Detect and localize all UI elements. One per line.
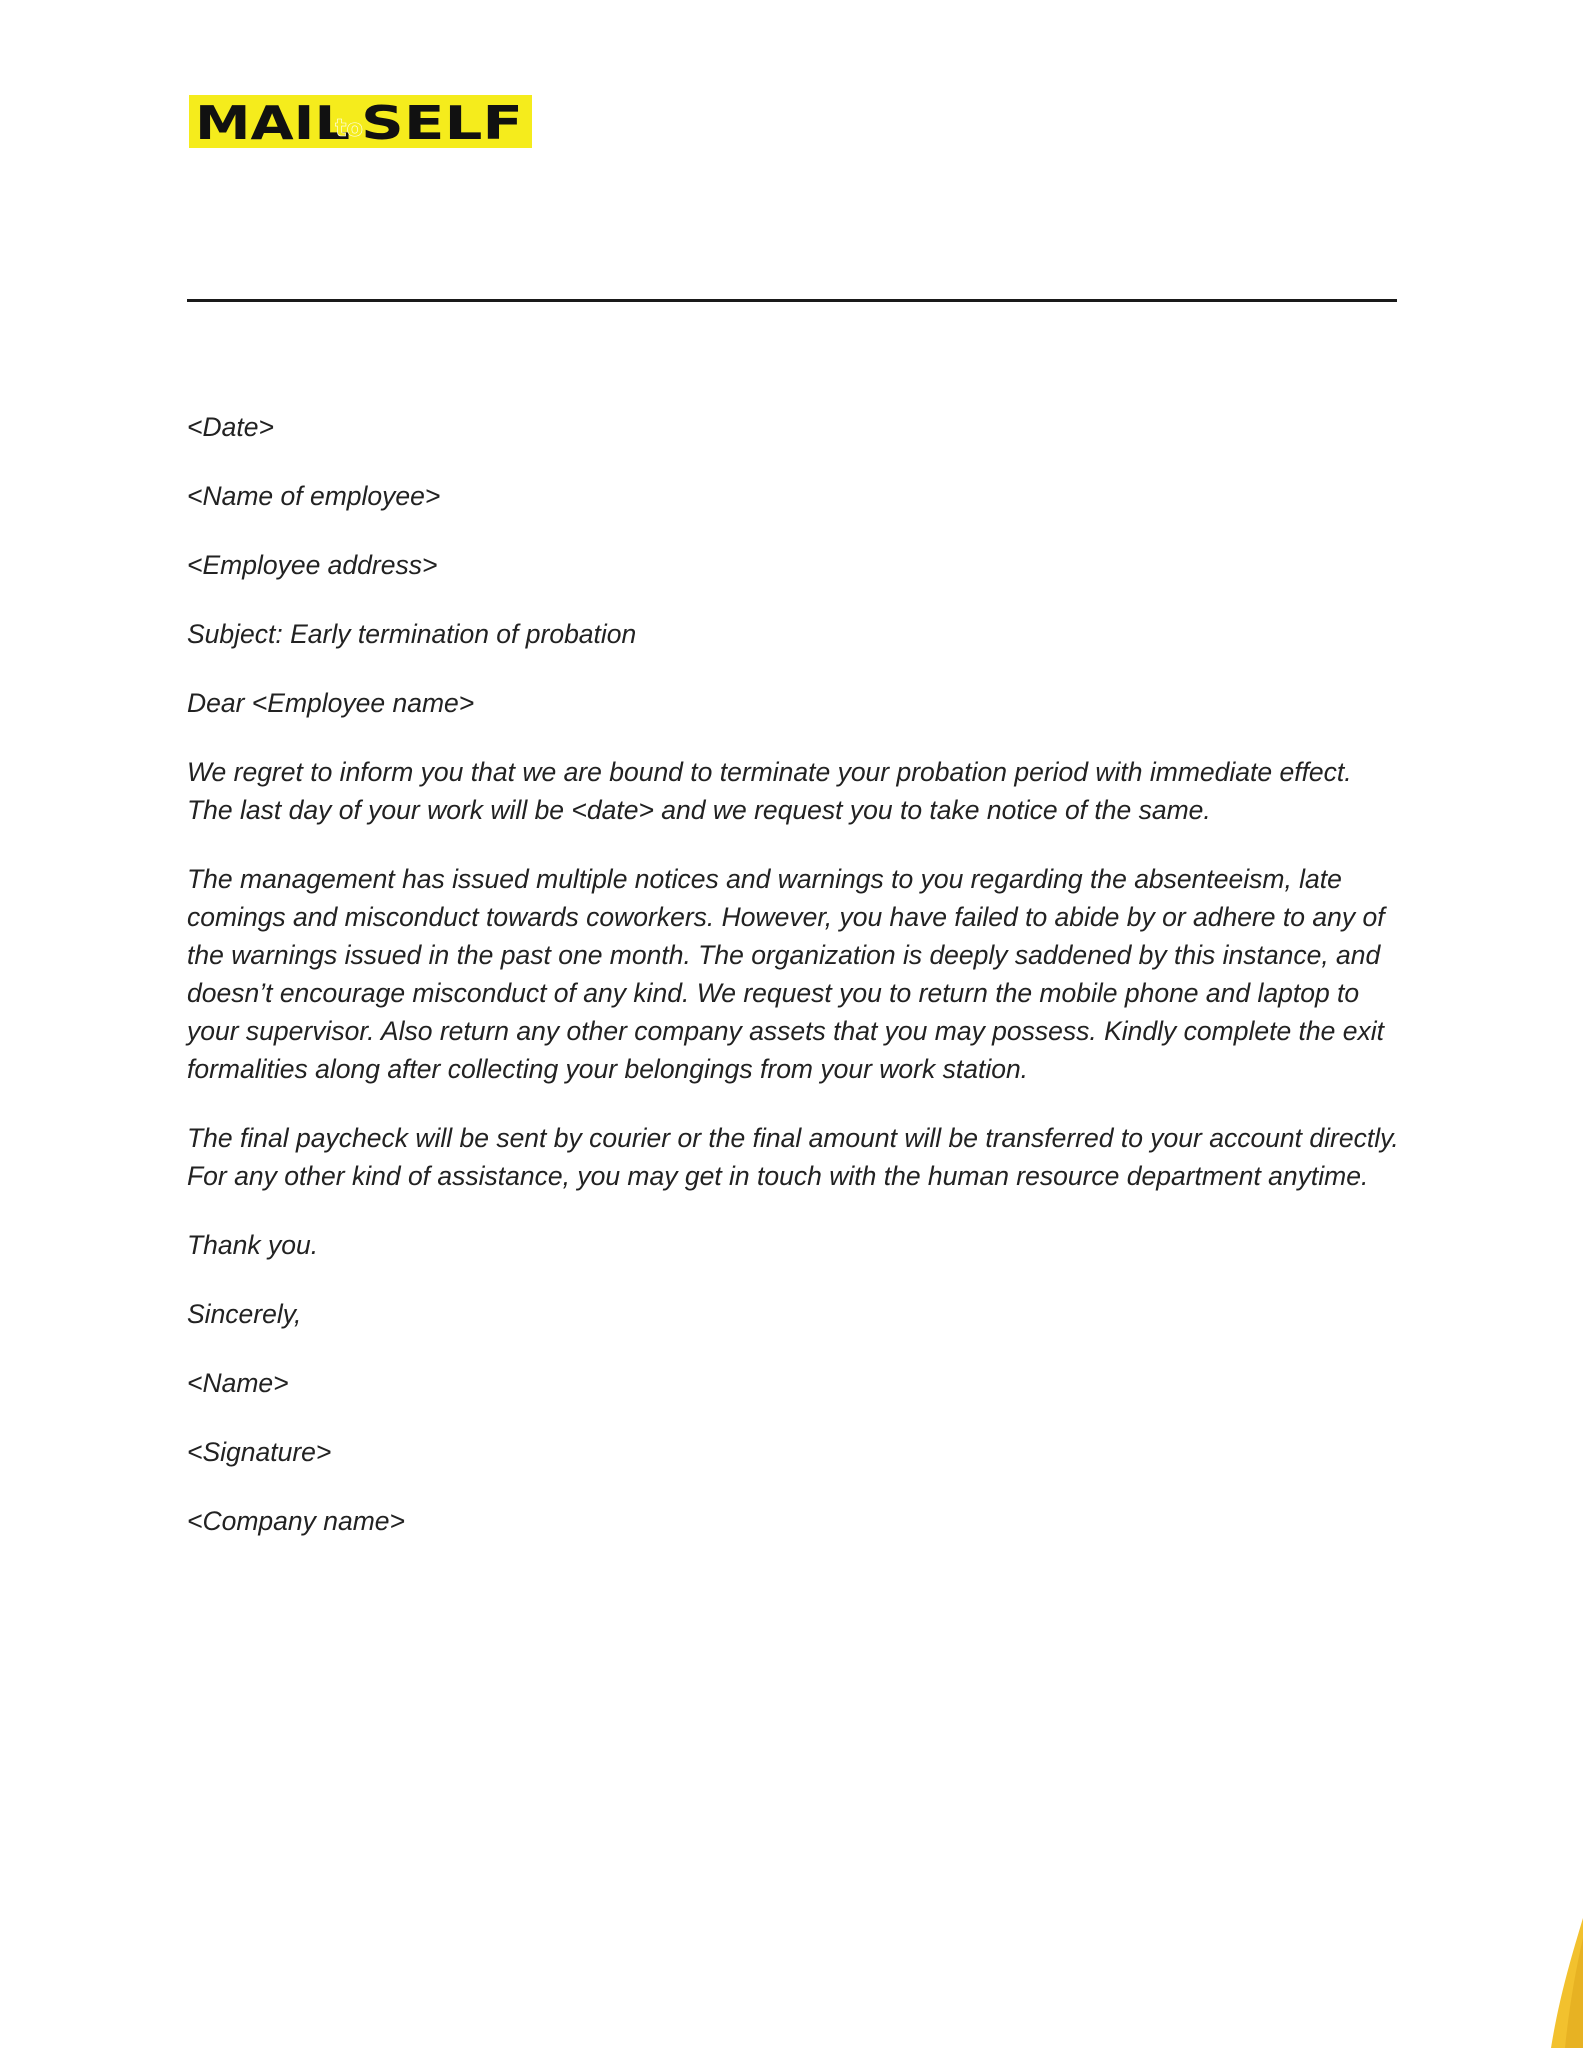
- logo-text-mail: MAIL: [195, 96, 350, 148]
- mailtoself-logo: [189, 95, 532, 148]
- header-divider: [187, 299, 1397, 302]
- employee-name: <Name of employee>: [187, 481, 441, 511]
- paragraph-final-paycheck: The final paycheck will be sent by courier or the final amount will be transferred to your account directly. For any other kind of assistance, you may get in touch with the human resource department anytime.: [187, 1123, 1399, 1191]
- letter-subject: Subject: Early termination of probation: [187, 619, 637, 649]
- sender-name: <Name>: [187, 1368, 289, 1398]
- logo-text-self: SELF: [361, 96, 523, 148]
- letter-date: <Date>: [187, 412, 274, 442]
- closing-line: Sincerely,: [187, 1299, 302, 1329]
- employee-address: <Employee address>: [187, 550, 438, 580]
- letter-body: [187, 408, 1402, 1571]
- logo-text-to: to: [335, 114, 363, 142]
- signature-placeholder: <Signature>: [187, 1437, 332, 1467]
- paragraph-termination-notice: We regret to inform you that we are bound to terminate your probation period with immediate effect. The last day of your work will be <date> and we request you to take notice of the same.: [187, 757, 1352, 825]
- company-name: <Company name>: [187, 1506, 406, 1536]
- thanks-line: Thank you.: [187, 1230, 319, 1260]
- logo-wordmark: [189, 95, 532, 148]
- salutation: Dear <Employee name>: [187, 688, 475, 718]
- paragraph-misconduct-details: The management has issued multiple notices and warnings to you regarding the absenteeism, late comings and misconduct towards coworkers. However, you have failed to abide by or adhere to any of the warnings issued in the past one month. The organization is deeply saddened by this instance, and doesn’t encourage misconduct of any kind. We request you to return the mobile phone and laptop to your supervisor. Also return any other company assets that you may possess. Kindly complete the exit formalities along after collecting your belongings from your work station.: [187, 864, 1385, 1084]
- corner-decoration: [1533, 1918, 1583, 2048]
